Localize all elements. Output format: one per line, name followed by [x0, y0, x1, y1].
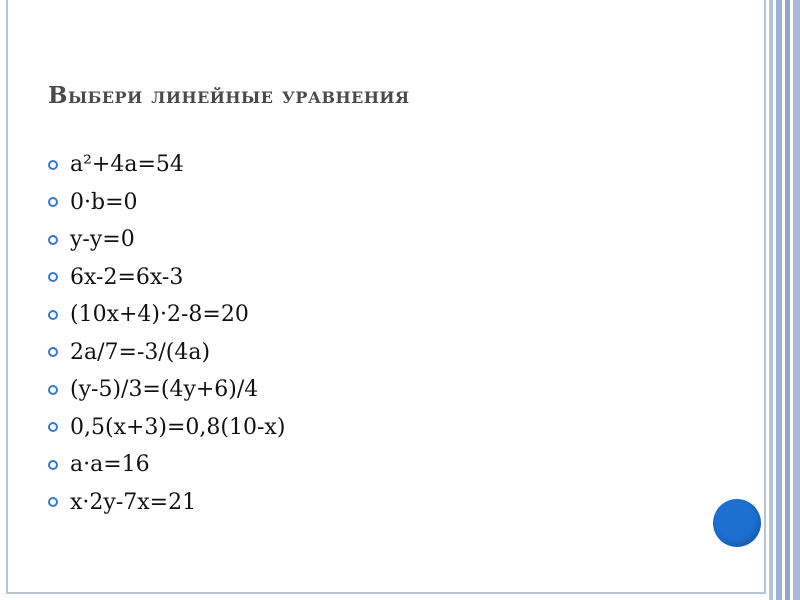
ring-bullet-icon	[48, 497, 58, 507]
list-item	[48, 371, 285, 409]
ring-bullet-icon	[48, 197, 58, 207]
list-item	[48, 184, 285, 222]
equation-text: 6x-2=6x-3	[70, 264, 184, 290]
side-stripe	[776, 0, 782, 600]
list-item	[48, 146, 285, 184]
ring-bullet-icon	[48, 272, 58, 282]
equation-text: a·a=16	[70, 452, 150, 478]
side-stripe	[793, 0, 800, 600]
equation-text: y-y=0	[70, 227, 135, 253]
list-item	[48, 334, 285, 372]
equation-text: (10x+4)·2-8=20	[70, 302, 249, 328]
equation-text: (y-5)/3=(4y+6)/4	[70, 377, 259, 403]
list-item	[48, 221, 285, 259]
ring-bullet-icon	[48, 310, 58, 320]
side-stripe	[769, 0, 773, 600]
ring-bullet-icon	[48, 160, 58, 170]
list-item	[48, 484, 285, 522]
list-item	[48, 409, 285, 447]
slide-title: Выбери линейные уравнения	[48, 82, 410, 109]
ring-bullet-icon	[48, 385, 58, 395]
ring-bullet-icon	[48, 422, 58, 432]
equation-text: x·2y-7x=21	[70, 489, 197, 515]
circle-button-icon[interactable]	[713, 499, 761, 547]
ring-bullet-icon	[48, 460, 58, 470]
equation-text: a²+4a=54	[70, 152, 184, 178]
list-item	[48, 259, 285, 297]
ring-bullet-icon	[48, 235, 58, 245]
list-item	[48, 296, 285, 334]
ring-bullet-icon	[48, 347, 58, 357]
side-stripe	[785, 0, 790, 600]
equation-list	[48, 146, 285, 521]
equation-text: 0·b=0	[70, 189, 138, 215]
list-item	[48, 446, 285, 484]
equation-text: 2a/7=-3/(4a)	[70, 339, 211, 365]
equation-text: 0,5(x+3)=0,8(10-x)	[70, 414, 286, 440]
